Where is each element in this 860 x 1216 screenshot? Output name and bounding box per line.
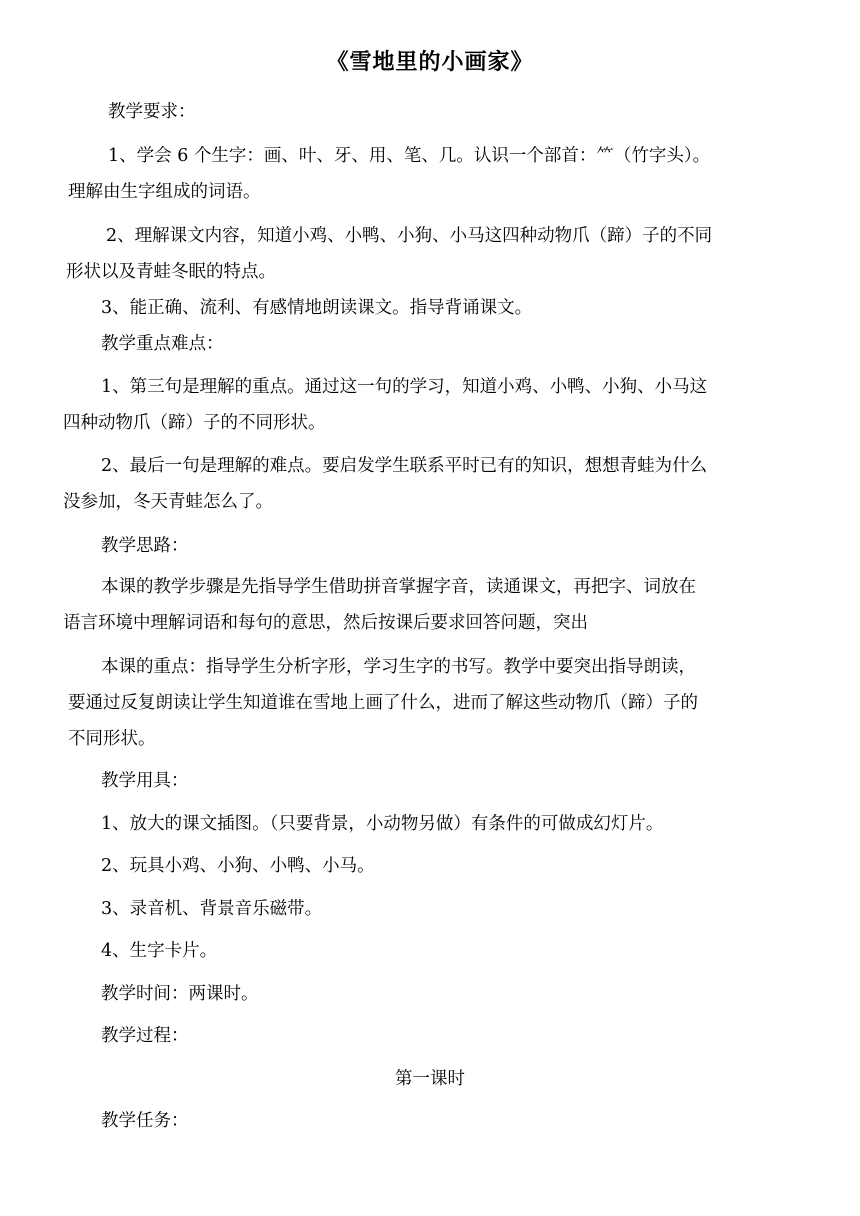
heading-teaching-requirements	[108, 101, 196, 137]
key-point-item-2	[63, 455, 707, 527]
text-line: 本课的重点：指导学生分析字形，学习生字的书写。教学中要突出指导朗读，	[101, 657, 696, 677]
text-line: 教学任务：	[101, 1111, 189, 1131]
text-line: 2、玩具小鸡、小狗、小鸭、小马。	[101, 856, 375, 876]
text-line: 3、能正确、流利、有感情地朗读课文。指导背诵课文。	[101, 298, 533, 318]
heading-key-difficulties	[101, 333, 224, 369]
text-line: 1、放大的课文插图。（只要背景，小动物另做）有条件的可做成幻灯片。	[101, 814, 664, 834]
key-point-item-1	[63, 376, 707, 448]
text-line: 教学时间：两课时。	[101, 984, 259, 1004]
text-line: 语言环境中理解词语和每句的意思，然后按课后要求回答问题，突出	[63, 613, 588, 633]
heading-teaching-tasks	[101, 1110, 189, 1146]
aid-item-2	[101, 855, 375, 891]
heading-teaching-approach	[101, 535, 189, 571]
text-line: 2、最后一句是理解的难点。要启发学生联系平时已有的知识，想想青蛙为什么	[101, 456, 708, 476]
heading-teaching-process	[101, 1025, 189, 1061]
text-line: 1、第三句是理解的重点。通过这一句的学习，知道小鸡、小鸭、小狗、小马这	[101, 377, 708, 397]
aid-item-3	[101, 898, 322, 934]
text-line: 不同形状。	[68, 729, 156, 749]
text-line: 四种动物爪（蹄）子的不同形状。	[63, 413, 326, 433]
approach-paragraph-1	[63, 576, 696, 648]
text-line: 教学思路：	[101, 536, 189, 556]
heading-teaching-aids	[101, 770, 189, 806]
section-first-lesson	[0, 1068, 860, 1104]
text-line: 要通过反复朗读让学生知道谁在雪地上画了什么，进而了解这些动物爪（蹄）子的	[68, 693, 698, 713]
text-line: 没参加，冬天青蛙怎么了。	[63, 492, 273, 512]
text-line: 1、学会 6 个生字：画、叶、牙、用、笔、几。认识一个部首：⺮（竹字头）。	[108, 146, 711, 166]
aid-item-4	[101, 940, 217, 976]
text-line: 本课的教学步骤是先指导学生借助拼音掌握字音，读通课文，再把字、词放在	[101, 577, 696, 597]
teaching-time	[101, 983, 259, 1019]
approach-paragraph-2	[68, 656, 698, 764]
text-line: 3、录音机、背景音乐磁带。	[101, 899, 323, 919]
text-line: 2、理解课文内容，知道小鸡、小鸭、小狗、小马这四种动物爪（蹄）子的不同	[106, 226, 713, 246]
text-line: 教学用具：	[101, 771, 189, 791]
requirement-item-1	[68, 145, 710, 217]
text-line: 4、生字卡片。	[101, 941, 218, 961]
text-line: 第一课时	[395, 1069, 465, 1089]
text-line: 教学要求：	[108, 102, 196, 122]
document-title: 《雪地里的小画家》	[326, 49, 534, 75]
text-line: 教学重点难点：	[101, 334, 224, 354]
requirement-item-2	[66, 225, 712, 297]
text-line: 理解由生字组成的词语。	[68, 182, 261, 202]
requirement-item-3	[101, 297, 532, 333]
aid-item-1	[101, 813, 663, 849]
text-line: 形状以及青蛙冬眠的特点。	[66, 262, 276, 282]
text-line: 教学过程：	[101, 1026, 189, 1046]
